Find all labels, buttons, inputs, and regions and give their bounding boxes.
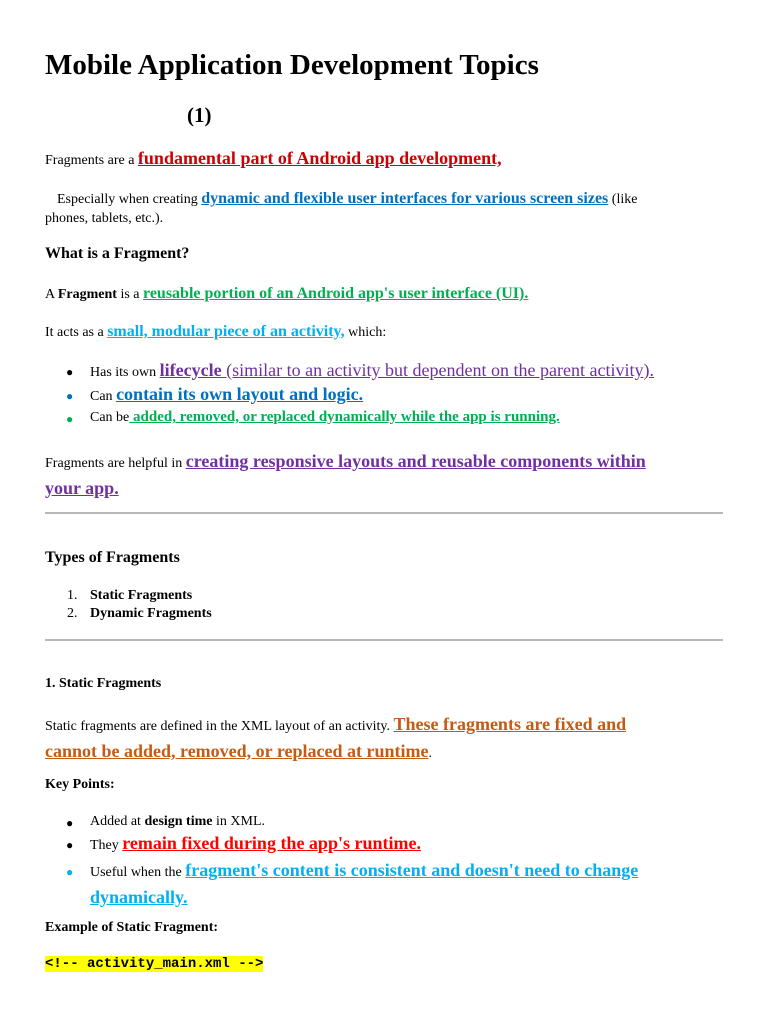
acts-highlight: small, modular piece of an activity, <box>107 323 345 340</box>
static-desc-highlight-1: These fragments are fixed and <box>393 714 627 734</box>
list-item <box>45 385 735 408</box>
intro-prefix: Fragments are a <box>45 153 138 168</box>
list-item <box>45 586 212 604</box>
list-item <box>45 812 735 834</box>
types-heading: Types of Fragments <box>45 549 180 566</box>
key-point-prefix: Added at <box>90 814 145 829</box>
key-point-prefix: They <box>90 838 123 853</box>
intro2-suffix1: (like <box>608 192 638 207</box>
intro2-highlight: dynamic and flexible user interfaces for various screen sizes <box>201 190 609 207</box>
bullet-icon: ● <box>66 816 74 830</box>
example-heading: Example of Static Fragment: <box>45 920 219 935</box>
list-item <box>45 604 212 622</box>
what-heading: What is a Fragment? <box>45 245 190 262</box>
list-item <box>45 834 735 858</box>
divider <box>45 512 723 514</box>
feature-list <box>45 361 735 430</box>
list-item <box>45 361 735 385</box>
acts-paragraph <box>45 322 386 342</box>
definition-mid: is a <box>116 287 143 302</box>
code-block <box>45 954 263 972</box>
definition-prefix: A <box>45 287 58 302</box>
helpful-prefix: Fragments are helpful in <box>45 456 186 471</box>
static-heading: 1. Static Fragments <box>45 676 162 691</box>
divider <box>45 639 723 641</box>
key-points-list <box>45 812 735 912</box>
feature-rest: (similar to an activity but dependent on the parent activity). <box>221 360 654 380</box>
key-point-prefix: Useful when the <box>90 865 186 880</box>
intro-highlight: fundamental part of Android app development, <box>137 148 502 168</box>
static-desc-paragraph <box>45 712 735 766</box>
static-desc-highlight-2: cannot be added, removed, or replaced at runtime <box>45 741 429 761</box>
definition-paragraph <box>45 284 528 304</box>
key-points-heading: Key Points: <box>45 777 115 792</box>
page-title: Mobile Application Development Topics <box>45 49 539 81</box>
static-desc-suffix: . <box>428 746 432 761</box>
feature-highlight: lifecycle <box>159 360 222 380</box>
bullet-icon: ● <box>66 865 74 879</box>
intro2-prefix: Especially when creating <box>57 192 202 207</box>
bullet-icon: ● <box>66 389 74 403</box>
bullet-icon: ● <box>66 365 74 379</box>
key-point-highlight: remain fixed during the app's runtime. <box>122 833 421 853</box>
feature-prefix: Can <box>90 389 117 404</box>
code-line: <!-- activity_main.xml --> <box>45 956 264 972</box>
acts-prefix: It acts as a <box>45 325 108 340</box>
intro-paragraph <box>45 149 502 170</box>
bullet-icon: ● <box>66 838 74 852</box>
list-number: 2. <box>67 606 78 621</box>
feature-prefix: Can be <box>90 410 130 425</box>
helpful-highlight-2: your app. <box>45 478 119 498</box>
list-item <box>45 408 735 430</box>
feature-prefix: Has its own <box>90 365 160 380</box>
feature-highlight: added, removed, or replaced dynamically while the app is running. <box>129 409 560 425</box>
type-label: Static Fragments <box>90 588 193 603</box>
list-item <box>45 858 735 912</box>
page-subtitle: (1) <box>187 103 212 127</box>
intro2-paragraph <box>45 189 725 228</box>
intro2-suffix2: phones, tablets, etc.). <box>45 211 164 226</box>
helpful-paragraph <box>45 449 735 503</box>
definition-highlight: reusable portion of an Android app's user interface (UI). <box>143 285 529 302</box>
feature-highlight: contain its own layout and logic. <box>116 384 364 404</box>
bullet-icon: ● <box>66 412 74 426</box>
helpful-highlight-1: creating responsive layouts and reusable components within <box>185 451 646 471</box>
static-desc-prefix: Static fragments are defined in the XML layout of an activity. <box>45 719 394 734</box>
key-point-highlight-1: fragment's content is consistent and doesn't need to change <box>185 860 639 880</box>
acts-suffix: which: <box>344 325 387 340</box>
key-point-rest: in XML. <box>212 814 265 829</box>
definition-bold: Fragment <box>57 287 117 302</box>
key-point-bold: design time <box>144 814 213 829</box>
types-list <box>45 586 212 622</box>
list-number: 1. <box>67 588 78 603</box>
type-label: Dynamic Fragments <box>90 606 212 621</box>
key-point-highlight-2: dynamically. <box>90 887 188 907</box>
